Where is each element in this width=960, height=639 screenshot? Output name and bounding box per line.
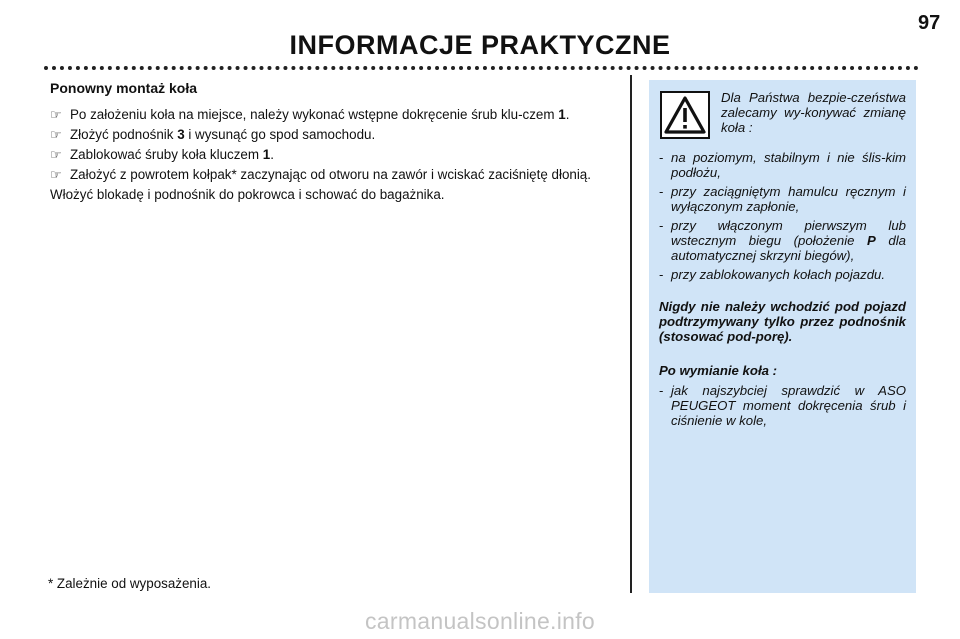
closing-instruction: Włożyć blokadę i podnośnik do pokrowca i schować do bagażnika. [50,187,445,202]
warning-triangle-icon [660,91,710,139]
left-column [50,80,615,203]
conditions-list [659,150,906,282]
section-heading: Ponowny montaż koła [50,80,198,96]
pointing-hand-icon: ☞ [50,147,62,162]
watermark: carmanualsonline.info [364,608,596,634]
pointing-hand-icon: ☞ [50,127,62,142]
footnote: * Zależnie od wyposażenia. [48,576,212,591]
page-number: 97 [918,12,941,34]
step-item: ☞ Po założeniu koła na miejsce, należy wykonać wstępne dokręcenie śrub klu-czem 1. [50,107,570,122]
condition-item: - przy zaciągniętym hamulcu ręcznym i wyłączonym zapłonie, [659,184,906,214]
step-item: ☞ Zablokować śruby koła kluczem 1. [50,147,274,162]
pointing-hand-icon: ☞ [50,167,62,182]
condition-item: - na poziomym, stabilnym i nie ślis-kim podłożu, [659,150,906,180]
step-item: ☞ Złożyć podnośnik 3 i wysunąć go spod samochodu. [50,127,376,142]
pointing-hand-icon: ☞ [50,107,62,122]
condition-item: - przy zablokowanych kołach pojazdu. [659,267,906,282]
step-item: ☞ Założyć z powrotem kołpak* zaczynając od otworu na zawór i wciskać zaciśniętę dłonią. [50,167,591,182]
warning-header [659,90,906,150]
after-change-item: - jak najszybciej sprawdzić w ASO PEUGEOT moment dokręcenia śrub i ciśnienie w kole, [659,383,906,428]
column-divider [630,75,632,593]
safety-box [649,80,916,593]
safety-intro: Dla Państwa bezpie-czeństwa zalecamy wy-konywać zmianę koła : [721,90,906,135]
steps-list [50,107,615,183]
after-change-list [659,383,906,428]
jack-warning: Nigdy nie należy wchodzić pod pojazd podtrzymywany tylko przez podnośnik (stosować pod-porę). [659,299,906,344]
after-change-heading: Po wymianie koła : [659,363,777,378]
dotted-divider [44,66,919,70]
condition-item: - przy włączonym pierwszym lub wstecznym biegu (położenie P dla automatycznej skrzyni biegów), [659,218,906,263]
page-title: INFORMACJE PRAKTYCZNE [289,30,671,60]
